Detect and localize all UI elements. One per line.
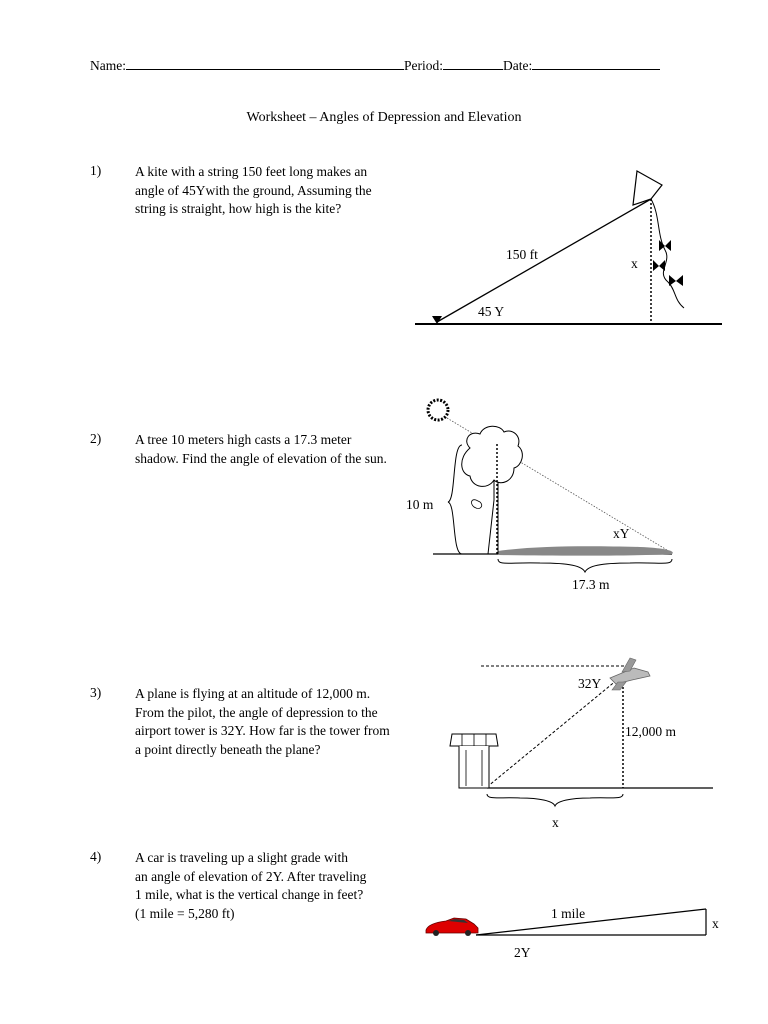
name-label: Name: xyxy=(90,58,126,73)
height-x-label: x xyxy=(631,256,638,271)
tree-canopy xyxy=(462,426,523,486)
tower-icon xyxy=(450,734,498,788)
tree-detail xyxy=(472,500,482,509)
angle-label: 2Y xyxy=(514,945,531,960)
hypotenuse-label: 1 mile xyxy=(551,906,586,921)
sun-angle-label: xY xyxy=(613,526,630,541)
string-length-label: 150 ft xyxy=(506,247,538,262)
date-label: Date: xyxy=(503,58,533,73)
sun-icon xyxy=(428,400,448,420)
car-icon xyxy=(426,918,478,936)
plane-diagram xyxy=(450,658,713,830)
question-4-line: (1 mile = 5,280 ft) xyxy=(135,905,235,921)
kite-tail xyxy=(651,199,684,308)
height-brace xyxy=(448,445,462,554)
distance-brace xyxy=(487,794,623,806)
tree-height-label: 10 m xyxy=(406,497,434,512)
plane-icon xyxy=(610,658,650,690)
question-1-line: angle of 45Ywith the ground, Assuming the xyxy=(135,182,372,198)
page-title: Worksheet – Angles of Depression and Elevation xyxy=(246,110,522,125)
tail-bow-icon xyxy=(653,260,665,271)
shadow-length-label: 17.3 m xyxy=(572,577,610,592)
depression-angle-label: 32Y xyxy=(578,676,602,691)
question-4-line: 1 mile, what is the vertical change in feet? xyxy=(135,887,364,902)
question-2-line: A tree 10 meters high casts a 17.3 meter xyxy=(135,432,352,447)
depression-line xyxy=(487,675,623,787)
angle-label: 45 Y xyxy=(478,304,505,319)
distance-x-label: x xyxy=(552,815,559,830)
question-2-line: shadow. Find the angle of elevation of the sun. xyxy=(135,450,387,466)
kite-diagram xyxy=(415,171,722,324)
altitude-label: 12,000 m xyxy=(625,724,677,739)
question-1-line: string is straight, how high is the kite? xyxy=(135,201,342,216)
question-3-line: a point directly beneath the plane? xyxy=(135,741,321,757)
question-1-number: 1) xyxy=(90,163,102,178)
question-3-line: A plane is flying at an altitude of 12,000 m. xyxy=(135,686,371,701)
question-3-line: From the pilot, the angle of depression to the xyxy=(135,704,378,720)
tree-diagram xyxy=(406,400,673,592)
kite-string xyxy=(437,199,651,322)
question-4-line: an angle of elevation of 2Y. After traveling xyxy=(135,868,367,884)
slope-line xyxy=(476,909,706,935)
question-4-line: A car is traveling up a slight grade with xyxy=(135,850,348,865)
period-label: Period: xyxy=(404,58,443,73)
shadow-brace xyxy=(498,559,672,572)
kite-shape xyxy=(633,171,662,205)
tail-bow-icon xyxy=(669,275,683,286)
question-4-number: 4) xyxy=(90,849,102,864)
question-3-number: 3) xyxy=(90,685,102,700)
question-1-line: A kite with a string 150 feet long makes an xyxy=(135,164,368,179)
question-2-number: 2) xyxy=(90,431,102,446)
question-3-line: airport tower is 32Y. How far is the tower from xyxy=(135,723,390,738)
shadow-shape xyxy=(498,546,673,555)
car-diagram xyxy=(426,906,719,960)
height-x-label: x xyxy=(712,916,719,931)
